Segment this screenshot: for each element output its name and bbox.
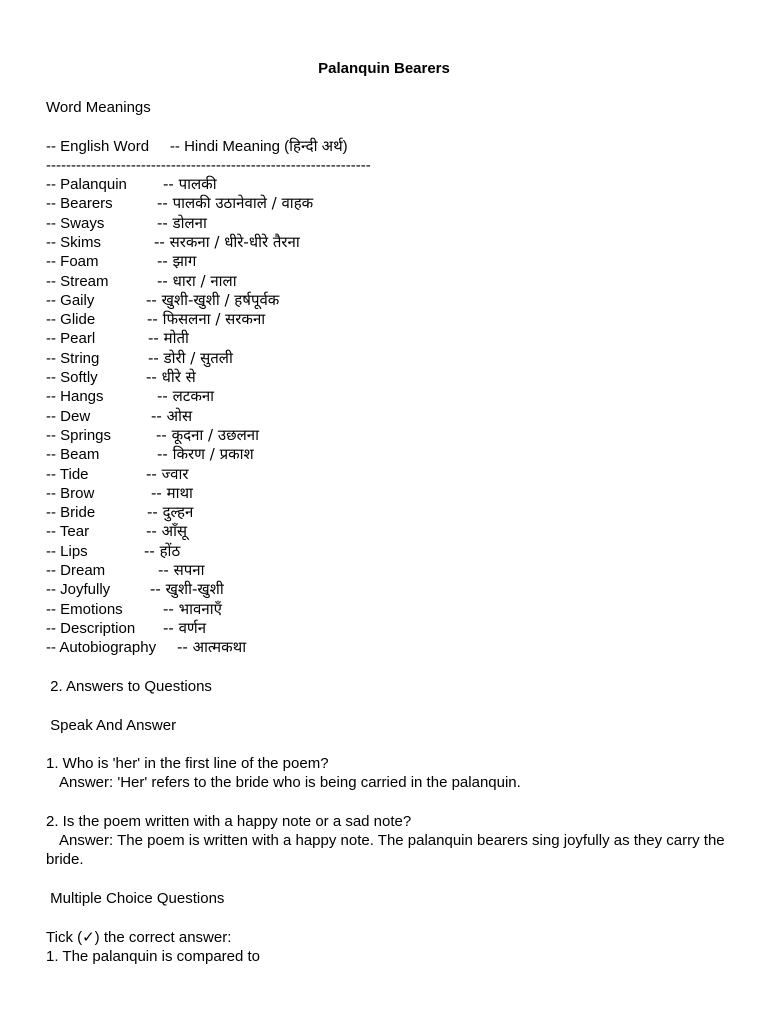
english-word: -- Brow xyxy=(46,484,95,502)
hindi-meaning: -- डोरी / सुतली xyxy=(148,348,233,367)
hindi-meaning: -- कूदना / उछलना xyxy=(156,425,259,444)
english-word: -- Pearl xyxy=(46,330,96,348)
english-word: -- Stream xyxy=(46,272,109,290)
hindi-meaning: -- डोलना xyxy=(157,213,207,232)
english-word: -- Gaily xyxy=(46,291,95,309)
answer-1: Answer: 'Her' refers to the bride who is being carried in the palanquin. xyxy=(59,774,521,791)
english-word: -- Bride xyxy=(46,504,96,522)
english-word: -- Springs xyxy=(46,426,112,444)
english-word: -- Palanquin xyxy=(46,176,127,193)
word-meanings-heading: Word Meanings xyxy=(46,99,151,116)
hindi-meaning: -- खुशी-खुशी xyxy=(150,580,224,599)
english-word: -- Tear xyxy=(46,523,90,541)
english-word: -- Emotions xyxy=(46,600,123,618)
hindi-meaning: -- खुशी-खुशी / हर्षपूर्वक xyxy=(146,290,280,309)
table-header: -- English Word -- Hindi Meaning (हिन्दी अर्थ) xyxy=(46,138,348,155)
hindi-meaning: -- धीरे से xyxy=(146,368,196,386)
hindi-meaning: -- आँसू xyxy=(146,522,188,541)
question-1: 1. Who is 'her' in the first line of the poem? xyxy=(46,755,329,772)
hindi-meaning: -- सपना xyxy=(158,561,205,579)
hindi-meaning: -- पालकी xyxy=(163,175,217,193)
hindi-meaning: -- पालकी उठानेवाले / वाहक xyxy=(157,194,314,213)
separator-line: ----------------------------------------------------------------- xyxy=(46,157,371,174)
english-word: -- Skims xyxy=(46,233,101,251)
english-word: -- String xyxy=(46,349,100,367)
english-word: -- Dream xyxy=(46,562,106,579)
english-word: -- Foam xyxy=(46,253,99,271)
hindi-meaning: -- सरकना / धीरे-धीरे तैरना xyxy=(154,232,300,251)
english-word: -- Softly xyxy=(46,369,98,386)
hindi-meaning: -- फिसलना / सरकना xyxy=(147,310,266,329)
hindi-meaning: -- लटकना xyxy=(157,387,215,406)
hindi-meaning: -- ज्वार xyxy=(146,464,189,483)
hindi-meaning: -- भावनाएँ xyxy=(163,599,222,618)
answer-1-block xyxy=(46,773,726,792)
tick-instruction: Tick (✓) the correct answer: xyxy=(46,929,232,946)
answer-2-block xyxy=(46,831,726,869)
english-word: -- Dew xyxy=(46,407,91,425)
english-word: -- Autobiography xyxy=(46,639,157,657)
question-2: 2. Is the poem written with a happy note or a sad note? xyxy=(46,813,412,830)
english-word: -- Description xyxy=(46,619,136,637)
english-word: -- Bearers xyxy=(46,195,113,213)
hindi-meaning: -- दुल्हन xyxy=(147,503,194,522)
hindi-meaning: -- मोती xyxy=(148,329,189,348)
hindi-meaning: -- आत्मकथा xyxy=(177,638,247,657)
hindi-meaning: -- माथा xyxy=(151,483,193,502)
answers-heading: 2. Answers to Questions xyxy=(46,678,212,695)
english-word: -- Hangs xyxy=(46,388,104,406)
english-word: -- Beam xyxy=(46,446,100,464)
document-title: Palanquin Bearers xyxy=(318,60,450,77)
hindi-meaning: -- ओस xyxy=(151,406,193,425)
hindi-meaning: -- धारा / नाला xyxy=(157,271,237,290)
hindi-meaning: -- वर्णन xyxy=(163,618,207,637)
english-word: -- Joyfully xyxy=(46,581,111,599)
hindi-meaning: -- झाग xyxy=(157,252,197,271)
mcq-heading: Multiple Choice Questions xyxy=(46,890,225,907)
mcq-question-1: 1. The palanquin is compared to xyxy=(46,948,261,965)
english-word: -- Sways xyxy=(46,214,105,232)
speak-answer-heading: Speak And Answer xyxy=(46,717,177,734)
english-word: -- Tide xyxy=(46,465,89,483)
hindi-meaning: -- किरण / प्रकाश xyxy=(157,445,254,464)
answer-2: Answer: The poem is written with a happy note. The palanquin bearers sing joyfully as they carry the bride. xyxy=(46,832,725,868)
english-word: -- Glide xyxy=(46,311,96,329)
english-word: -- Lips xyxy=(46,542,88,560)
hindi-meaning: -- होंठ xyxy=(144,541,181,560)
